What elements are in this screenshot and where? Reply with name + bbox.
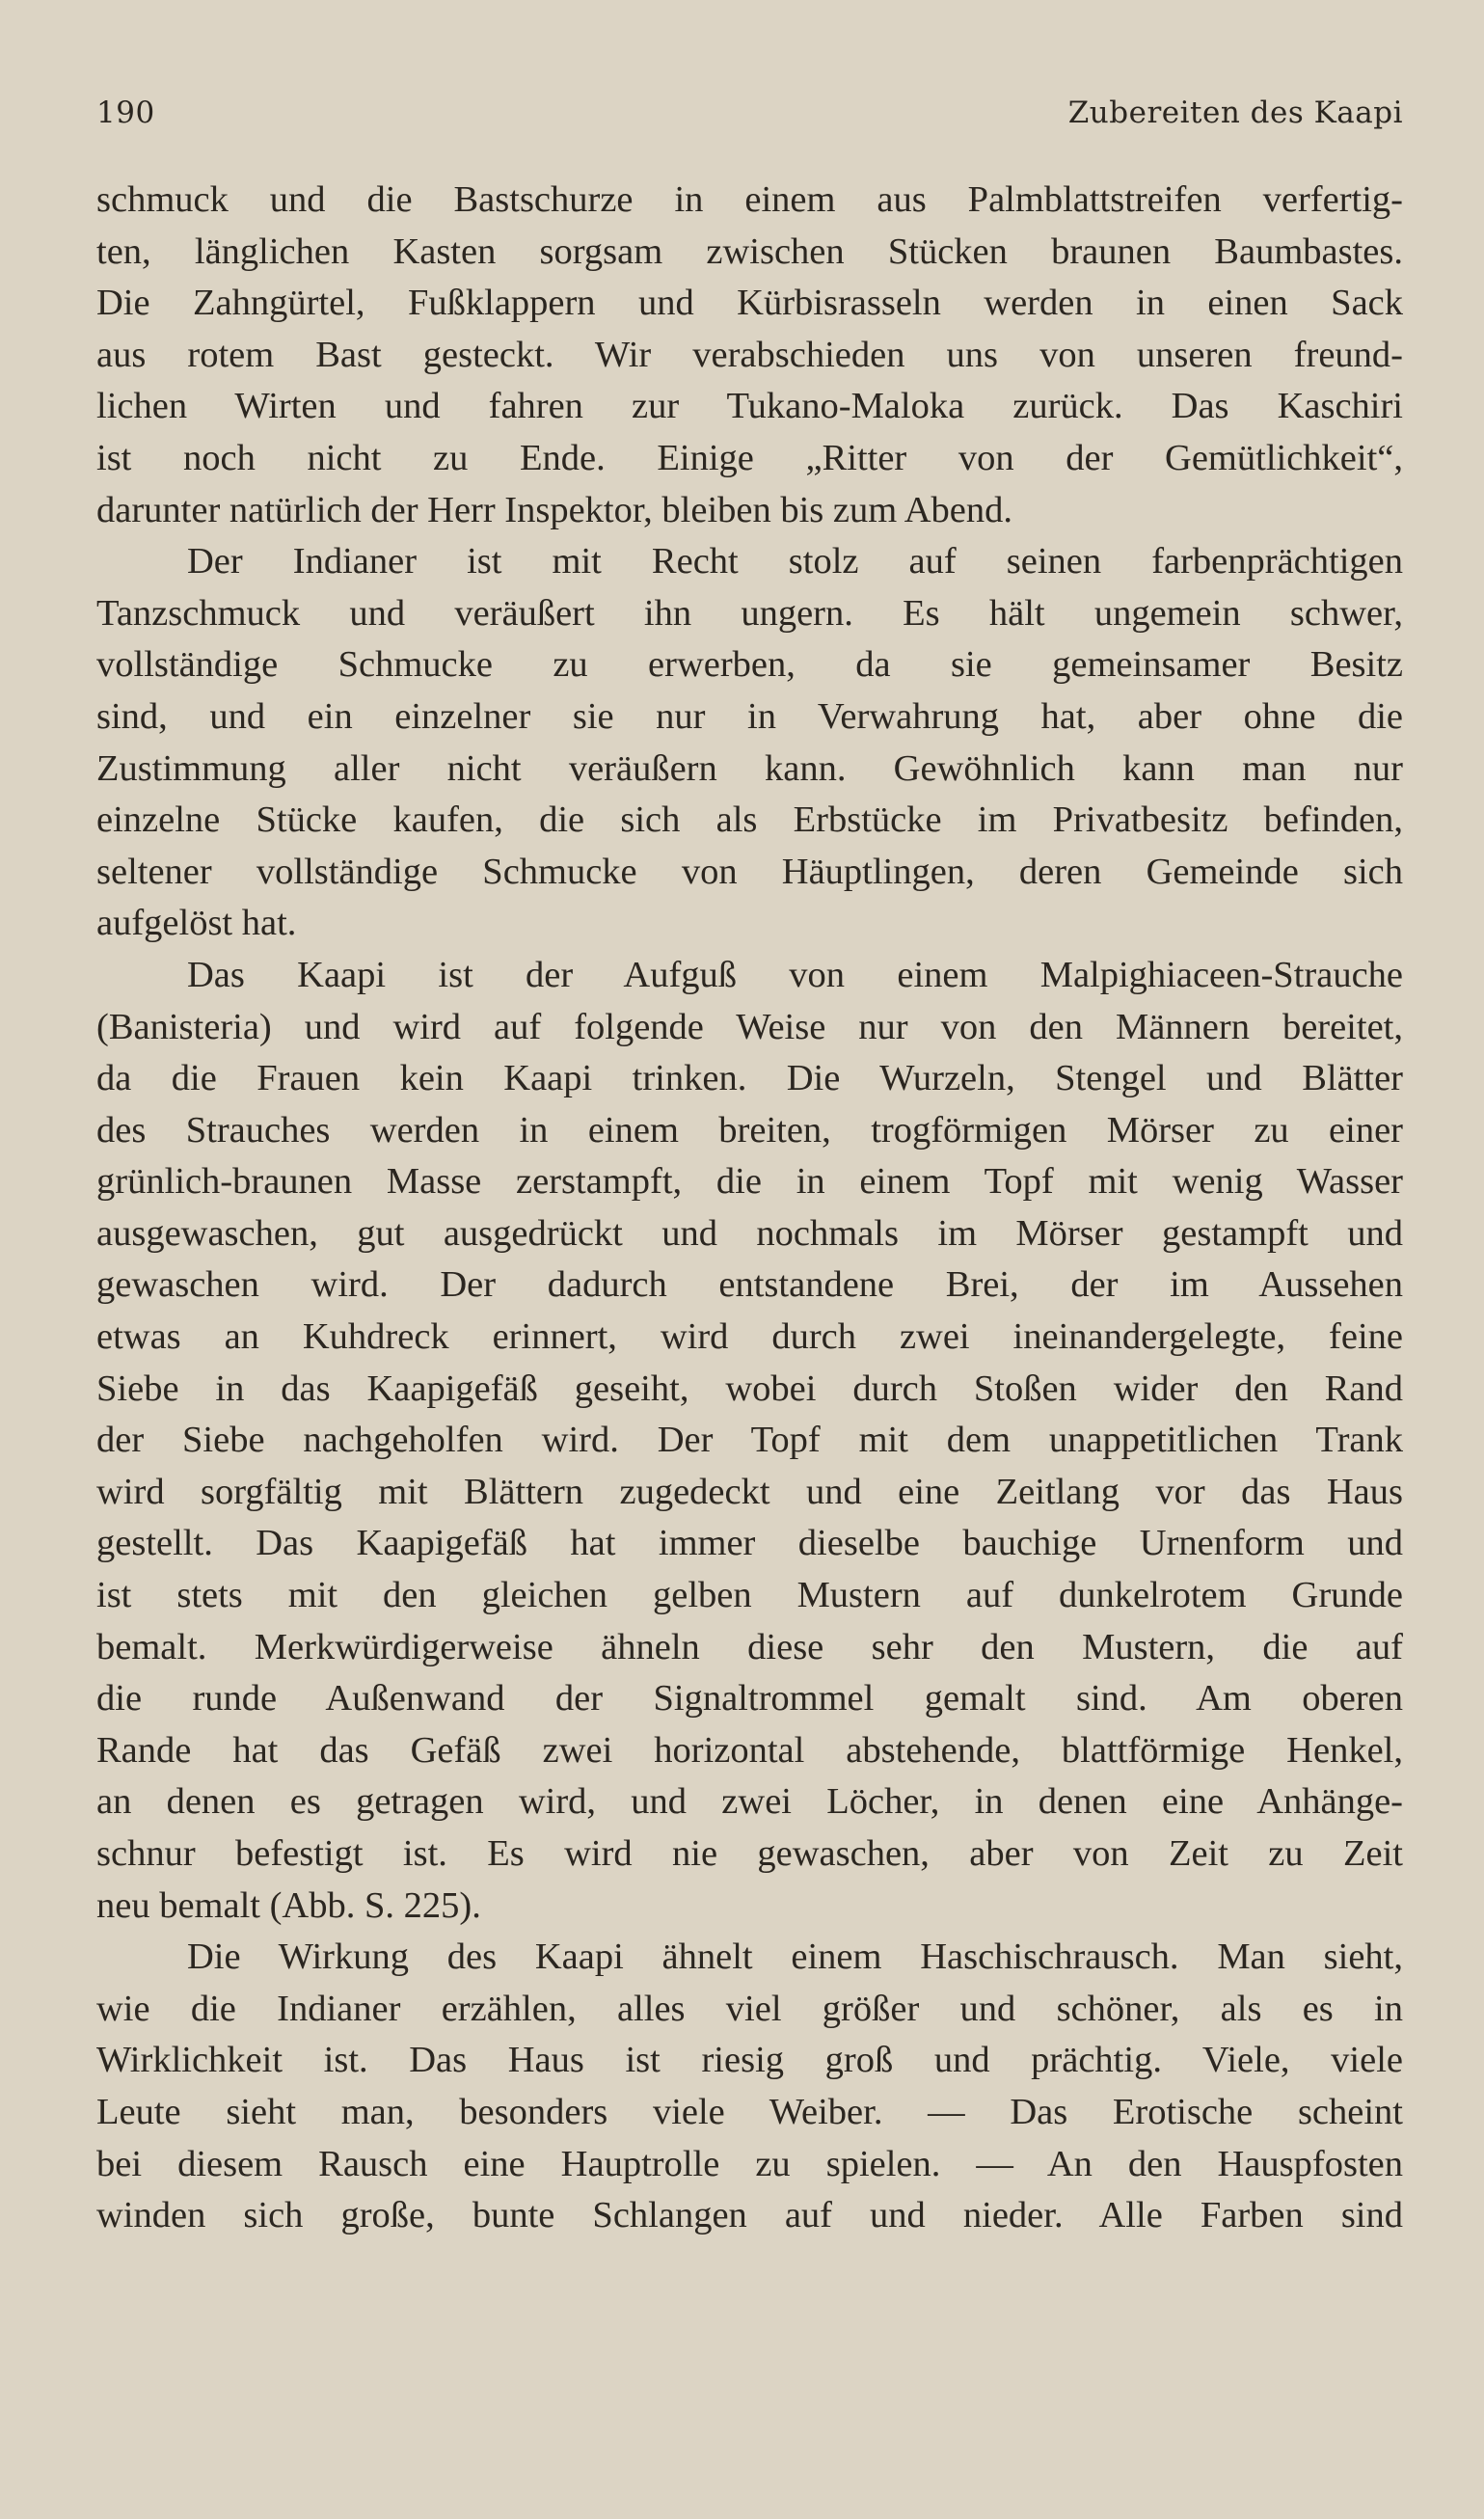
text-line: schmuck und die Bastschurze in einem aus Palmblattstreifen verfertig- [96, 179, 1403, 220]
text-line: Wirklichkeit ist. Das Haus ist riesig groß und prächtig. Viele, viele [96, 2040, 1403, 2081]
body-text [96, 175, 1403, 2242]
text-line: ten, länglichen Kasten sorgsam zwischen Stücken braunen Baumbastes. [96, 230, 1403, 272]
text-line: einzelne Stücke kaufen, die sich als Erbstücke im Privatbesitz befinden, [96, 799, 1403, 841]
text-line: aufgelöst hat. [96, 903, 297, 944]
text-line: lichen Wirten und fahren zur Tukano-Maloka zurück. Das Kaschiri [96, 386, 1403, 427]
text-line: des Strauches werden in einem breiten, trogförmigen Mörser zu einer [96, 1109, 1403, 1151]
text-line: darunter natürlich der Herr Inspektor, bleiben bis zum Abend. [96, 489, 1012, 530]
running-head-title: Zubereiten des Kaapi [1067, 95, 1403, 130]
text-line: bei diesem Rausch eine Hauptrolle zu spielen. — An den Hauspfosten [96, 2143, 1403, 2184]
text-line: vollständige Schmucke zu erwerben, da sie gemeinsamer Besitz [96, 644, 1403, 686]
text-line: sind, und ein einzelner sie nur in Verwahrung hat, aber ohne die [96, 695, 1403, 737]
text-line: der Siebe nachgeholfen wird. Der Topf mit dem unappetitlichen Trank [96, 1420, 1403, 1461]
text-line: seltener vollständige Schmucke von Häuptlingen, deren Gemeinde sich [96, 851, 1403, 892]
text-line: aus rotem Bast gesteckt. Wir verabschieden uns von unseren freund- [96, 334, 1403, 375]
text-line: (Banisteria) und wird auf folgende Weise nur von den Männern bereitet, [96, 1006, 1403, 1047]
text-line: an denen es getragen wird, und zwei Löcher, in denen eine Anhänge- [96, 1781, 1403, 1823]
text-line: wird sorgfältig mit Blättern zugedeckt und eine Zeitlang vor das Haus [96, 1471, 1403, 1512]
text-line: die runde Außenwand der Signaltrommel gemalt sind. Am oberen [96, 1678, 1403, 1720]
page-number: 190 [96, 95, 155, 130]
text-line: Die Zahngürtel, Fußklappern und Kürbisrasseln werden in einen Sack [96, 283, 1403, 324]
text-line: Leute sieht man, besonders viele Weiber. — Das Erotische scheint [96, 2091, 1403, 2132]
text-line: ausgewaschen, gut ausgedrückt und nochmals im Mörser gestampft und [96, 1212, 1403, 1254]
text-line: Zustimmung aller nicht veräußern kann. Gewöhnlich kann man nur [96, 747, 1403, 789]
text-line: gewaschen wird. Der dadurch entstandene Brei, der im Aussehen [96, 1264, 1403, 1306]
paragraph-first-line: Die Wirkung des Kaapi ähnelt einem Haschischrausch. Man sieht, [187, 1937, 1403, 1978]
paragraph-first-line: Das Kaapi ist der Aufguß von einem Malpighiaceen-Strauche [187, 954, 1403, 995]
text-line: bemalt. Merkwürdigerweise ähneln diese sehr den Mustern, die auf [96, 1626, 1403, 1667]
text-line: ist noch nicht zu Ende. Einige „Ritter von der Gemütlichkeit“, [96, 437, 1403, 478]
text-line: etwas an Kuhdreck erinnert, wird durch zwei ineinandergelegte, feine [96, 1316, 1403, 1358]
text-line: schnur befestigt ist. Es wird nie gewaschen, aber von Zeit zu Zeit [96, 1833, 1403, 1874]
text-line: ist stets mit den gleichen gelben Mustern auf dunkelrotem Grunde [96, 1575, 1403, 1616]
text-line: gestellt. Das Kaapigefäß hat immer dieselbe bauchige Urnenform und [96, 1523, 1403, 1564]
running-head [96, 91, 1403, 135]
text-line: grünlich-braunen Masse zerstampft, die in einem Topf mit wenig Wasser [96, 1161, 1403, 1203]
text-line: da die Frauen kein Kaapi trinken. Die Wurzeln, Stengel und Blätter [96, 1058, 1403, 1099]
text-line: Siebe in das Kaapigefäß geseiht, wobei durch Stoßen wider den Rand [96, 1368, 1403, 1409]
text-line: winden sich große, bunte Schlangen auf und nieder. Alle Farben sind [96, 2195, 1403, 2236]
text-line: wie die Indianer erzählen, alles viel größer und schöner, als es in [96, 1988, 1403, 2029]
text-line: Tanzschmuck und veräußert ihn ungern. Es hält ungemein schwer, [96, 592, 1403, 634]
paragraph-first-line: Der Indianer ist mit Recht stolz auf seinen farbenprächtigen [187, 541, 1403, 582]
text-line: Rande hat das Gefäß zwei horizontal abstehende, blattförmige Henkel, [96, 1729, 1403, 1771]
text-line: neu bemalt (Abb. S. 225). [96, 1884, 481, 1926]
